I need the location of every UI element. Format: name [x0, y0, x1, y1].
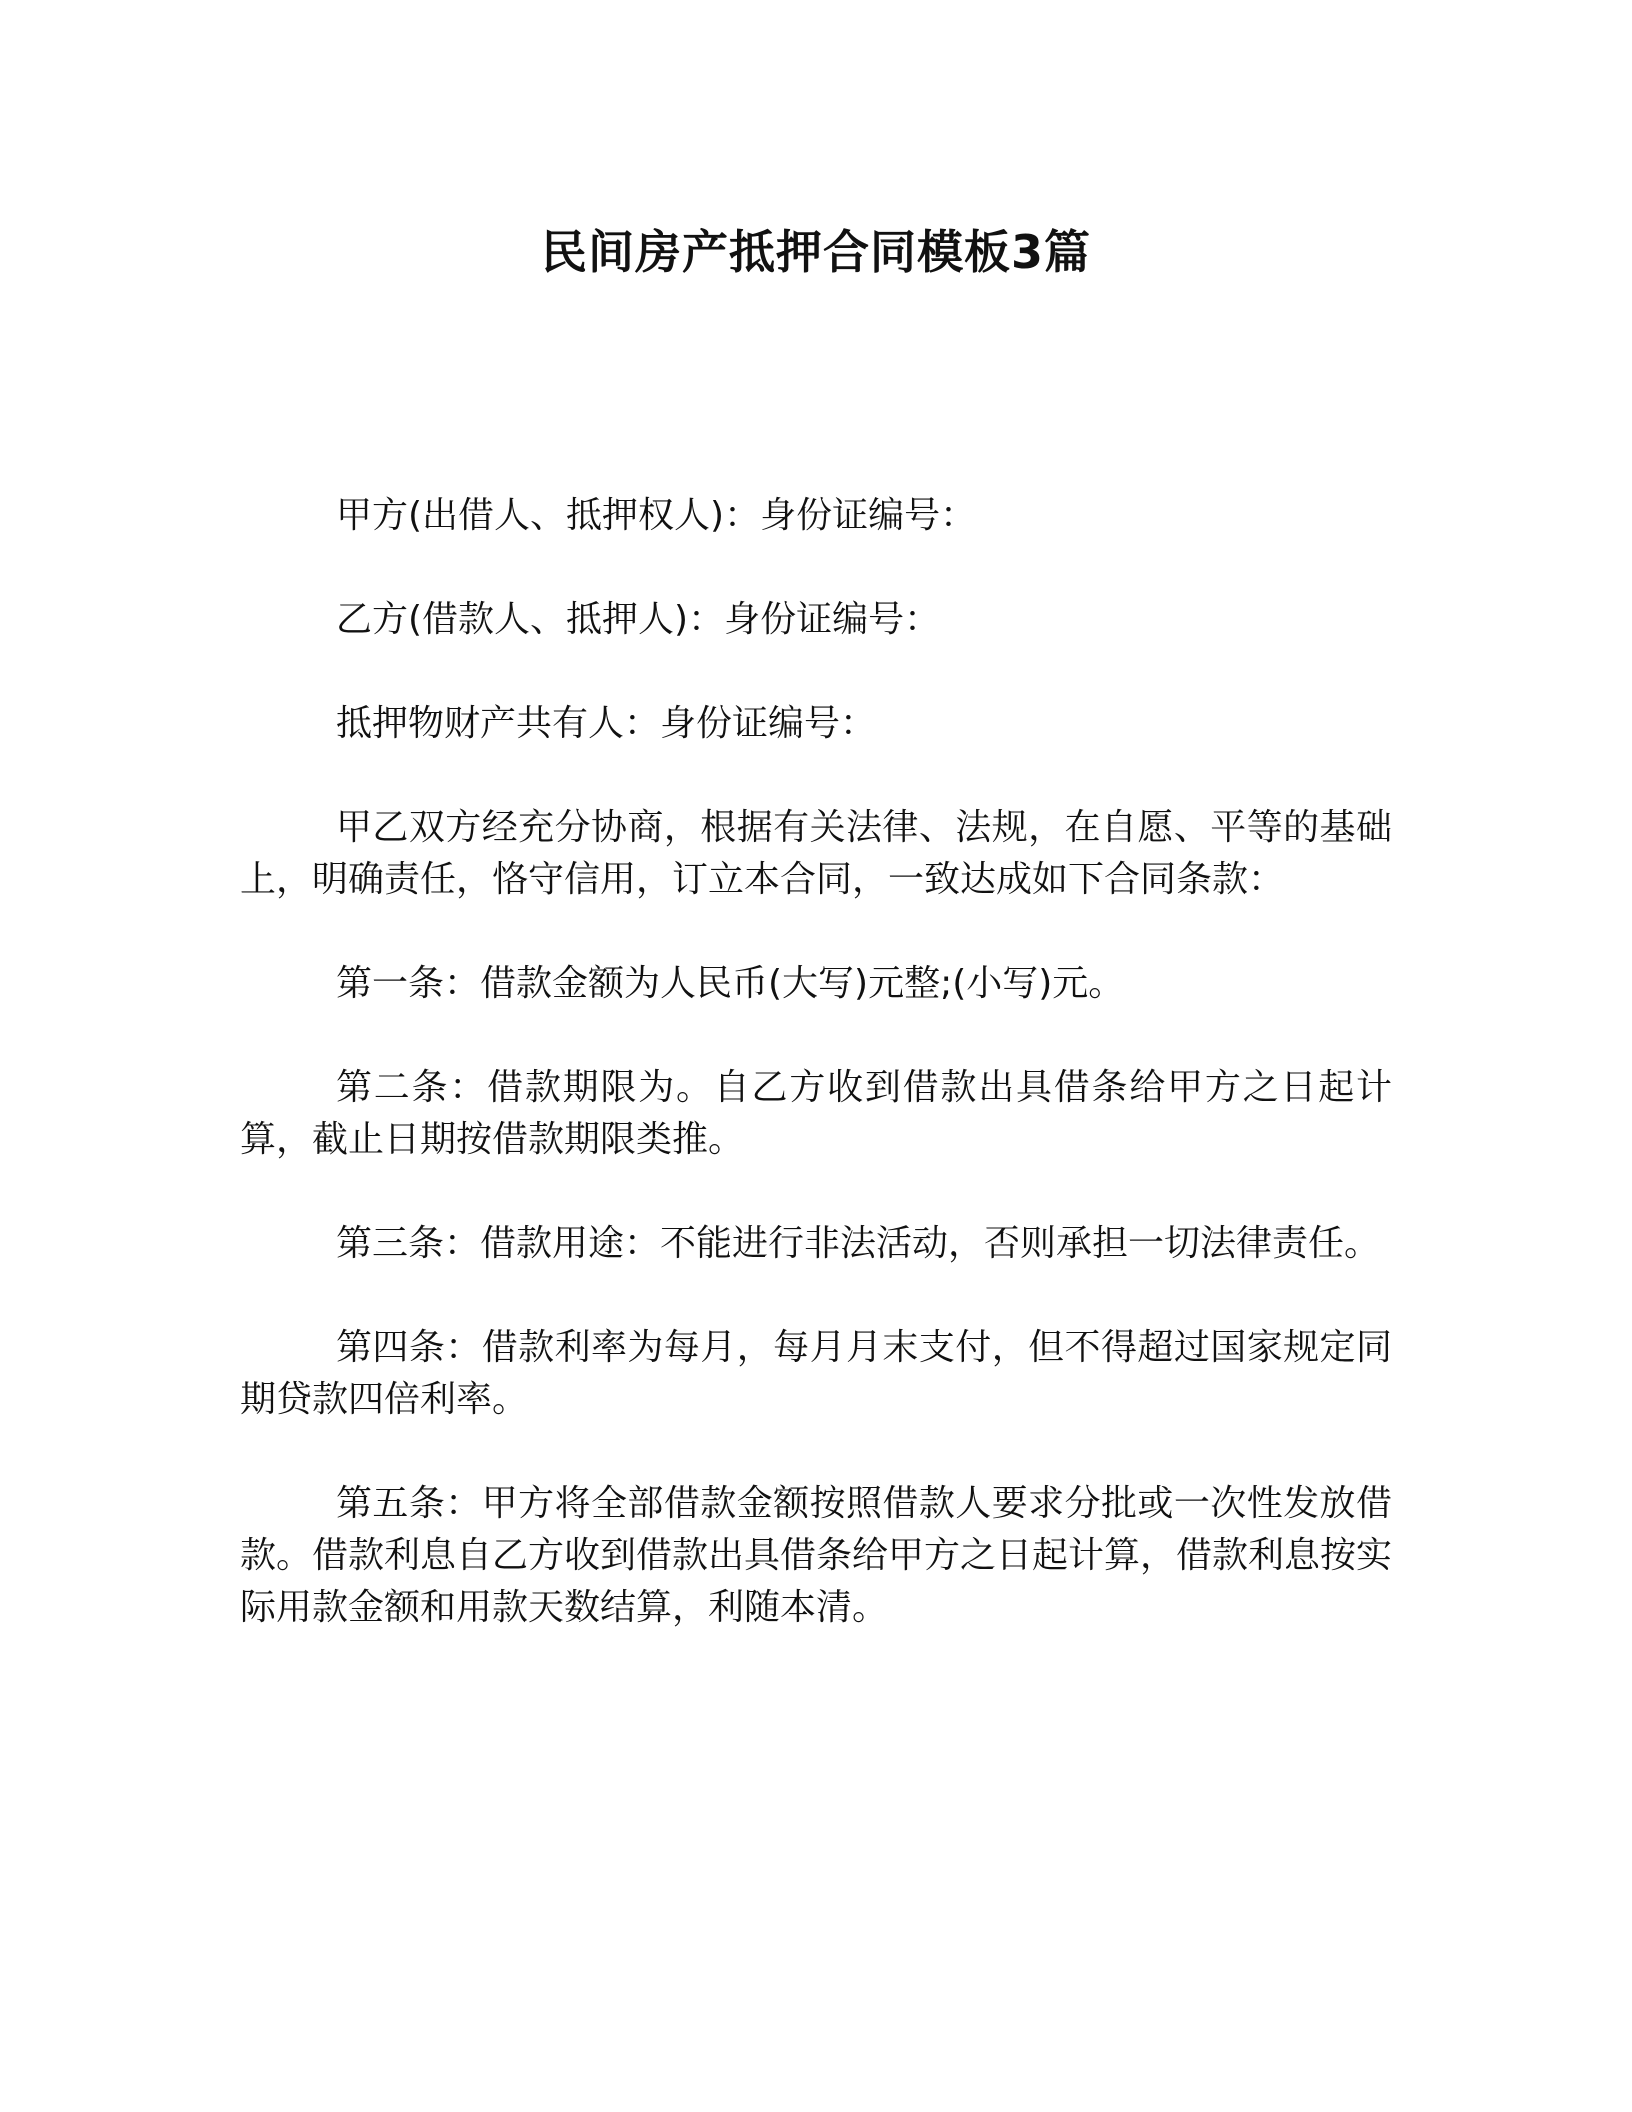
preamble-paragraph: 甲乙双方经充分协商，根据有关法律、法规，在自愿、平等的基础上，明确责任，恪守信用，订立本合同，一致达成如下合同条款： — [240, 807, 1392, 900]
article-5: 第五条：甲方将全部借款金额按照借款人要求分批或一次性发放借款。借款利息自乙方收到借款出具借条给甲方之日起计算，借款利息按实际用款金额和用款天数结算，利随本清。 — [240, 1483, 1393, 1628]
article-3: 第三条：借款用途：不能进行非法活动，否则承担一切法律责任。 — [336, 1223, 1381, 1264]
party-a-line: 甲方(出借人、抵押权人)：身份证编号： — [336, 495, 977, 536]
article-2: 第二条：借款期限为。自乙方收到借款出具借条给甲方之日起计算，截止日期按借款期限类推。 — [240, 1067, 1392, 1160]
document-title: 民间房产抵押合同模板3篇 — [540, 225, 1091, 279]
article-4: 第四条：借款利率为每月，每月月末支付，但不得超过国家规定同期贷款四倍利率。 — [240, 1327, 1392, 1420]
document-body — [240, 490, 1392, 1686]
article-1: 第一条：借款金额为人民币(大写)元整;(小写)元。 — [336, 963, 1125, 1004]
party-b-line: 乙方(借款人、抵押人)：身份证编号： — [336, 599, 941, 640]
co-owner-line: 抵押物财产共有人：身份证编号： — [336, 703, 877, 744]
